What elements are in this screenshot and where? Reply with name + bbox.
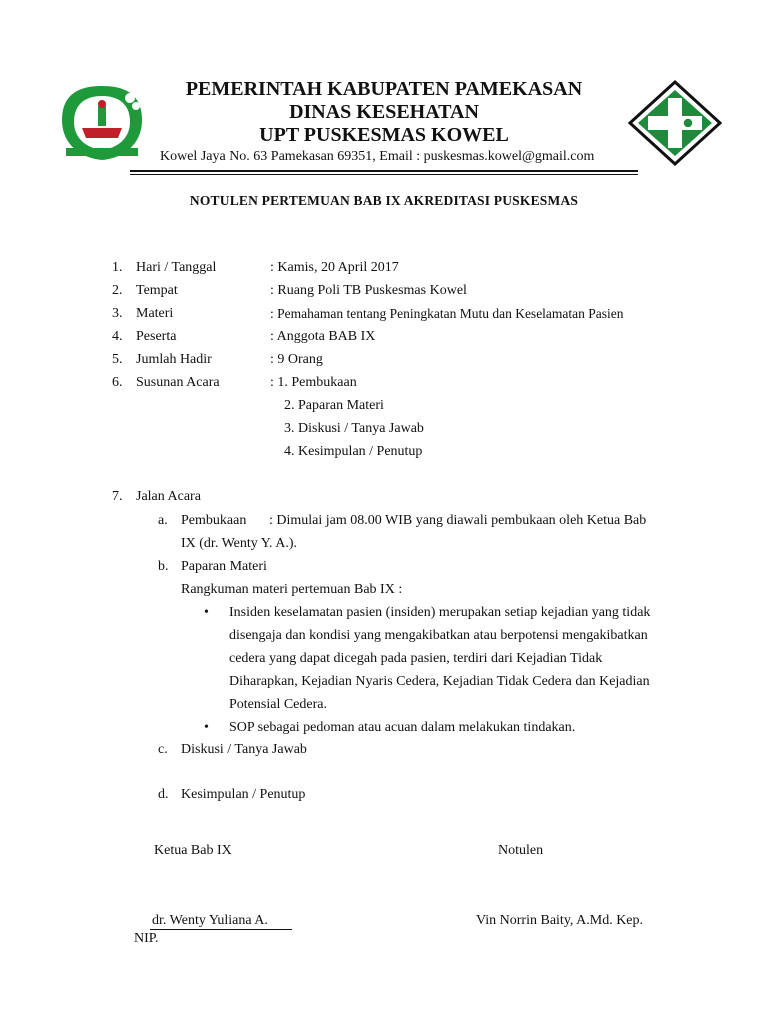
letterhead-government: PEMERINTAH KABUPATEN PAMEKASAN <box>185 78 583 100</box>
field-label-materi: Materi <box>136 306 174 321</box>
bullet1-line: Diharapkan, Kejadian Nyaris Cedera, Kejadian Tidak Cedera dan Kejadian <box>229 674 650 689</box>
bullet2-text: SOP sebagai pedoman atau acuan dalam melakukan tindakan. <box>229 720 576 735</box>
field-label-susunan-acara: Susunan Acara <box>136 375 220 390</box>
field-label-tempat: Tempat <box>136 283 178 298</box>
bullet1-line: disengaja dan kondisi yang mengakibatkan atau berpotensi mengakibatkan <box>229 628 648 643</box>
signature-nip: NIP. <box>134 931 159 946</box>
field-value-tempat: : Ruang Poli TB Puskesmas Kowel <box>270 283 467 298</box>
field-value-materi: : Pemahaman tentang Peningkatan Mutu dan Keselamatan Pasien <box>270 306 624 321</box>
agenda-item: 3. Diskusi / Tanya Jawab <box>284 421 424 436</box>
field-value-susunan-acara: : 1. Pembukaan <box>270 375 357 390</box>
sub-letter: b. <box>158 559 169 574</box>
field-label-jumlah-hadir: Jumlah Hadir <box>136 352 212 367</box>
field-value-peserta: : Anggota BAB IX <box>270 329 376 344</box>
signature-role-right: Notulen <box>498 843 544 858</box>
header-divider-thick <box>130 170 638 172</box>
field-label-hari: Hari / Tanggal <box>136 260 217 275</box>
bullet-icon: • <box>204 605 209 620</box>
agenda-item: 2. Paparan Materi <box>284 398 384 413</box>
sub-letter: c. <box>158 742 168 757</box>
agenda-item: 4. Kesimpulan / Penutup <box>284 444 423 459</box>
diskusi-label: Diskusi / Tanya Jawab <box>181 742 307 757</box>
field-num: 3. <box>112 306 123 321</box>
field-num: 7. <box>112 489 123 504</box>
sub-letter: a. <box>158 513 168 528</box>
letterhead-department: DINAS KESEHATAN <box>289 101 479 123</box>
field-num: 1. <box>112 260 123 275</box>
field-value-hari: : Kamis, 20 April 2017 <box>270 260 399 275</box>
header-divider-thin <box>130 174 638 175</box>
letterhead-address: Kowel Jaya No. 63 Pamekasan 69351, Email : puskesmas.kowel@gmail.com <box>160 149 595 164</box>
letterhead-unit: UPT PUSKESMAS KOWEL <box>259 124 509 146</box>
bullet1-line: cedera yang dapat dicegah pada pasien, terdiri dari Kejadian Tidak <box>229 651 603 666</box>
field-num: 5. <box>112 352 123 367</box>
signature-name-left: dr. Wenty Yuliana A. <box>152 913 268 928</box>
kesimpulan-label: Kesimpulan / Penutup <box>181 787 306 802</box>
field-label-peserta: Peserta <box>136 329 177 344</box>
signature-role-left: Ketua Bab IX <box>154 843 232 858</box>
field-num: 6. <box>112 375 123 390</box>
pembukaan-text: : Dimulai jam 08.00 WIB yang diawali pembukaan oleh Ketua Bab <box>269 513 647 528</box>
paparan-label: Paparan Materi <box>181 559 267 574</box>
pembukaan-text-cont: IX (dr. Wenty Y. A.). <box>181 536 298 551</box>
field-num: 4. <box>112 329 123 344</box>
document-title: NOTULEN PERTEMUAN BAB IX AKREDITASI PUSKESMAS <box>189 193 579 208</box>
rangkuman-intro: Rangkuman materi pertemuan Bab IX : <box>181 582 403 597</box>
sub-letter: d. <box>158 787 169 802</box>
signature-name-right: Vin Norrin Baity, A.Md. Kep. <box>476 913 644 928</box>
bullet-icon: • <box>204 720 209 735</box>
field-num: 2. <box>112 283 123 298</box>
jalan-acara-heading: Jalan Acara <box>136 489 201 504</box>
field-value-jumlah-hadir: : 9 Orang <box>270 352 323 367</box>
pembukaan-label: Pembukaan <box>181 513 247 528</box>
bullet1-line: Potensial Cedera. <box>229 697 327 712</box>
bullet1-line: Insiden keselamatan pasien (insiden) merupakan setiap kejadian yang tidak <box>229 605 651 620</box>
signature-underline <box>150 929 292 930</box>
